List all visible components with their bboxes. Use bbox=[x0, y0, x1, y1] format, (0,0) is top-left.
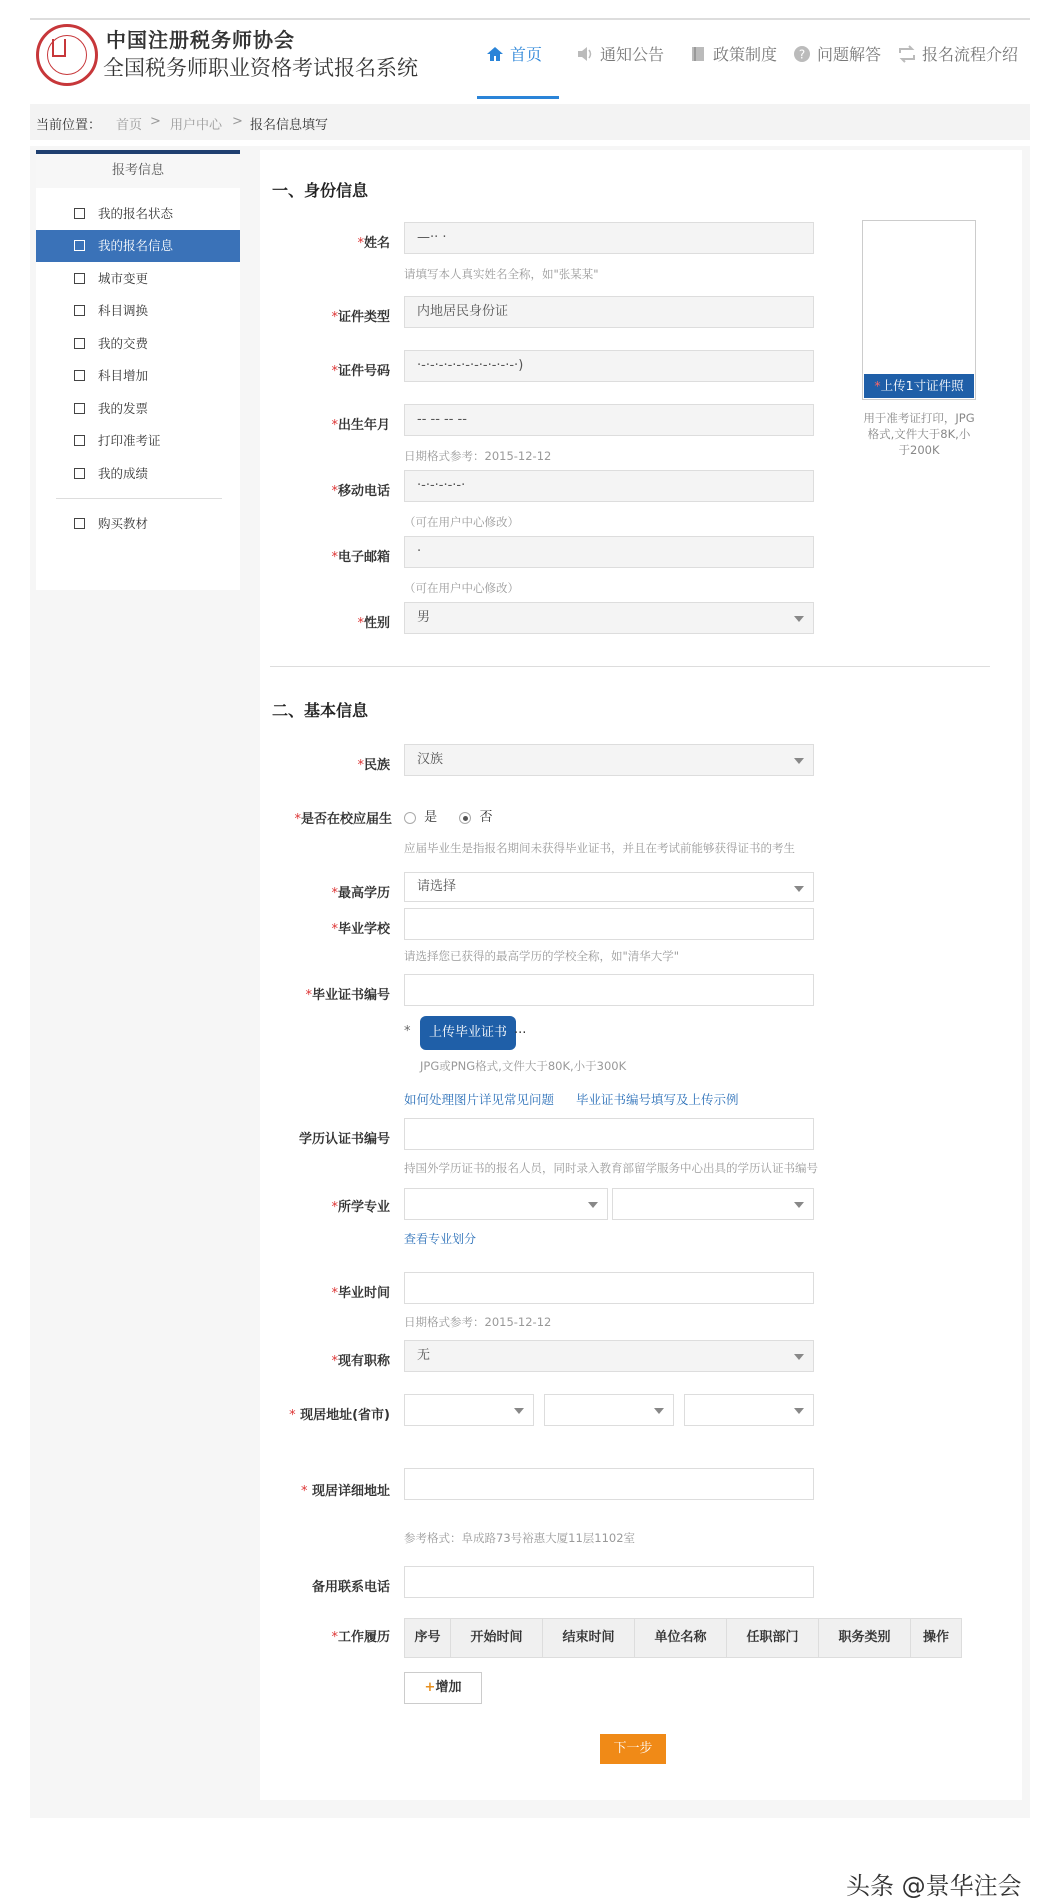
sidebar-item-subject-swap[interactable]: 科目调换 bbox=[36, 295, 240, 327]
col-position: 职务类别 bbox=[819, 1619, 911, 1657]
ethnic-select[interactable]: 汉族 bbox=[404, 744, 814, 776]
city-select[interactable] bbox=[544, 1394, 674, 1426]
name-input[interactable]: —·· · bbox=[404, 222, 814, 254]
photo-note: 用于准考证打印，JPG格式,文件大于8K,小于200K bbox=[863, 411, 975, 457]
school-input[interactable] bbox=[404, 908, 814, 940]
address-detail-label: * 现居详细地址 bbox=[300, 1484, 390, 1499]
backup-phone-input[interactable] bbox=[404, 1566, 814, 1598]
email-hint: （可在用户中心修改） bbox=[404, 581, 519, 595]
degree-cert-label: 学历认证书编号 bbox=[298, 1132, 390, 1147]
header-top-line bbox=[30, 18, 1030, 20]
list-icon bbox=[74, 240, 85, 251]
email-input[interactable]: · bbox=[404, 536, 814, 568]
radio-no[interactable] bbox=[459, 812, 471, 824]
breadcrumb-home[interactable]: 首页 bbox=[116, 118, 143, 133]
chevron-down-icon bbox=[785, 745, 813, 775]
sidebar-item-print-ticket[interactable]: 打印准考证 bbox=[36, 425, 240, 457]
title-rank-select[interactable]: 无 bbox=[404, 1340, 814, 1372]
breadcrumb-user-center[interactable]: 用户中心 bbox=[170, 118, 223, 133]
flow-icon bbox=[898, 45, 916, 63]
school-hint: 请选择您已获得的最高学历的学校全称，如"清华大学" bbox=[404, 949, 680, 963]
chevron-down-icon bbox=[579, 1189, 607, 1219]
edit-icon bbox=[74, 273, 85, 284]
birth-label: *出生年月 bbox=[331, 418, 390, 433]
mobile-hint: （可在用户中心修改） bbox=[404, 515, 519, 529]
svg-text:?: ? bbox=[798, 47, 806, 61]
sidebar-item-invoice[interactable]: 我的发票 bbox=[36, 393, 240, 425]
birth-hint: 日期格式参考：2015-12-12 bbox=[404, 449, 552, 463]
address-city-label: * 现居地址(省市) bbox=[289, 1408, 390, 1423]
email-label: *电子邮箱 bbox=[331, 550, 390, 565]
mobile-label: *移动电话 bbox=[331, 484, 390, 499]
sidebar-item-info[interactable]: 我的报名信息 bbox=[36, 230, 240, 262]
upload-photo-button[interactable]: *上传1寸证件照 bbox=[864, 374, 974, 398]
name-label: *姓名 bbox=[357, 236, 390, 251]
nav-process[interactable]: 报名流程介绍 bbox=[898, 42, 1018, 65]
address-detail-hint: 参考格式：阜成路73号裕惠大厦11层1102室 bbox=[404, 1531, 636, 1545]
grad-time-label: *毕业时间 bbox=[331, 1286, 390, 1301]
home-icon bbox=[486, 45, 504, 63]
id-number-input[interactable]: ·-·-·-·-·-·-·-·-·-·-·-·) bbox=[404, 350, 814, 382]
image-faq-link[interactable]: 如何处理图片详见常见问题 bbox=[404, 1092, 555, 1107]
chevron-down-icon bbox=[785, 1341, 813, 1371]
major-division-link[interactable]: 查看专业划分 bbox=[404, 1232, 477, 1246]
in-school-radios: 是 否 bbox=[404, 806, 492, 825]
printer-icon bbox=[74, 435, 85, 446]
add-work-button[interactable]: +增加 bbox=[404, 1672, 482, 1704]
col-dept: 任职部门 bbox=[727, 1619, 819, 1657]
chevron-down-icon bbox=[785, 603, 813, 633]
sidebar-divider bbox=[56, 498, 222, 499]
edit-icon bbox=[74, 370, 85, 381]
sidebar-item-city-change[interactable]: 城市变更 bbox=[36, 263, 240, 295]
col-company: 单位名称 bbox=[635, 1619, 727, 1657]
breadcrumb-current: 报名信息填写 bbox=[250, 118, 329, 133]
province-select[interactable] bbox=[404, 1394, 534, 1426]
site-title: 全国税务师职业资格考试报名系统 bbox=[103, 56, 418, 80]
card-icon bbox=[74, 338, 85, 349]
nav-policy[interactable]: 政策制度 bbox=[689, 42, 777, 65]
upload-diploma-button[interactable]: 上传毕业证书 bbox=[420, 1016, 516, 1050]
col-end: 结束时间 bbox=[543, 1619, 635, 1657]
cert-no-label: *毕业证书编号 bbox=[305, 988, 390, 1003]
backup-phone-label: 备用联系电话 bbox=[311, 1580, 390, 1595]
edit-icon bbox=[74, 305, 85, 316]
chevron-down-icon bbox=[785, 1395, 813, 1425]
chevron-down-icon bbox=[785, 1189, 813, 1219]
in-school-label: *是否在校应届生 bbox=[294, 812, 392, 827]
major-label: *所学专业 bbox=[331, 1200, 390, 1215]
upload-example-link[interactable]: 毕业证书编号填写及上传示例 bbox=[576, 1092, 739, 1107]
upload-star: * bbox=[404, 1024, 411, 1039]
grad-time-input[interactable] bbox=[404, 1272, 814, 1304]
org-name: 中国注册税务师协会 bbox=[106, 28, 295, 52]
grad-time-hint: 日期格式参考：2015-12-12 bbox=[404, 1315, 552, 1329]
id-number-label: *证件号码 bbox=[331, 364, 390, 379]
sidebar-item-payment[interactable]: 我的交费 bbox=[36, 328, 240, 360]
col-index: 序号 bbox=[405, 1619, 451, 1657]
next-step-button[interactable]: 下一步 bbox=[600, 1734, 666, 1764]
hourglass-icon bbox=[74, 208, 85, 219]
ethnic-label: *民族 bbox=[357, 758, 390, 773]
breadcrumb-prefix: 当前位置： bbox=[36, 118, 102, 133]
name-hint: 请填写本人真实姓名全称，如"张某某" bbox=[404, 267, 599, 281]
degree-cert-input[interactable] bbox=[404, 1118, 814, 1150]
section-divider bbox=[270, 666, 990, 667]
id-type-field[interactable]: 内地居民身份证 bbox=[404, 296, 814, 328]
question-icon bbox=[793, 45, 811, 63]
gender-select[interactable]: 男 bbox=[404, 602, 814, 634]
col-start: 开始时间 bbox=[451, 1619, 543, 1657]
degree-cert-hint: 持国外学历证书的报名人员，同时录入教育部留学服务中心出具的学历认证书编号 bbox=[404, 1161, 818, 1175]
address-detail-input[interactable] bbox=[404, 1468, 814, 1500]
col-action: 操作 bbox=[922, 1630, 949, 1645]
barcode-icon bbox=[74, 403, 85, 414]
photo-preview bbox=[862, 220, 976, 400]
birth-input[interactable]: -- -- -- -- bbox=[404, 404, 814, 436]
nav-home[interactable]: 首页 bbox=[486, 42, 542, 65]
chevron-down-icon bbox=[645, 1395, 673, 1425]
work-history-table-header bbox=[404, 1618, 962, 1658]
sidebar-item-status[interactable]: 我的报名状态 bbox=[36, 198, 240, 230]
speaker-icon bbox=[576, 45, 594, 63]
education-label: *最高学历 bbox=[331, 886, 390, 901]
book-icon bbox=[689, 45, 707, 63]
breadcrumb-sep: > bbox=[150, 114, 161, 129]
id-type-label: *证件类型 bbox=[331, 310, 390, 325]
work-history-label: *工作履历 bbox=[331, 1630, 390, 1645]
sidebar-item-subject-add[interactable]: 科目增加 bbox=[36, 360, 240, 392]
plus-icon: + bbox=[424, 1680, 436, 1695]
nav-faq[interactable]: ? 问题解答 bbox=[793, 42, 881, 65]
section-basic-title: 二、基本信息 bbox=[272, 701, 369, 720]
radio-yes[interactable] bbox=[404, 812, 416, 824]
chevron-down-icon bbox=[505, 1395, 533, 1425]
major-subcategory-select[interactable] bbox=[612, 1188, 814, 1220]
major-category-select[interactable] bbox=[404, 1188, 608, 1220]
title-rank-label: *现有职称 bbox=[331, 1354, 390, 1369]
in-school-hint: 应届毕业生是指报名期间未获得毕业证书，并且在考试前能够获得证书的考生 bbox=[404, 841, 795, 855]
district-select[interactable] bbox=[684, 1394, 814, 1426]
breadcrumb-sep: > bbox=[232, 114, 243, 129]
chevron-down-icon bbox=[785, 873, 813, 901]
education-select[interactable]: 请选择 bbox=[404, 872, 814, 902]
book-icon bbox=[74, 518, 85, 529]
watermark: 头条 @景华注会 bbox=[846, 1872, 1022, 1900]
sidebar-title: 报考信息 bbox=[36, 150, 240, 188]
nav-notices[interactable]: 通知公告 bbox=[576, 42, 664, 65]
cert-no-input[interactable] bbox=[404, 974, 814, 1006]
mobile-input[interactable]: ·-·-·-·-·-· bbox=[404, 470, 814, 502]
upload-ellipsis: ... bbox=[514, 1022, 527, 1037]
nav-active-underline bbox=[477, 96, 559, 99]
upload-hint: JPG或PNG格式,文件大于80K,小于300K bbox=[420, 1059, 627, 1073]
section-identity-title: 一、身份信息 bbox=[272, 181, 369, 200]
sidebar-item-scores[interactable]: 我的成绩 bbox=[36, 458, 240, 490]
school-label: *毕业学校 bbox=[331, 922, 390, 937]
gender-label: *性别 bbox=[357, 616, 390, 631]
search-icon bbox=[74, 468, 85, 479]
sidebar-item-buy-books[interactable]: 购买教材 bbox=[36, 508, 240, 540]
association-logo bbox=[36, 24, 98, 86]
